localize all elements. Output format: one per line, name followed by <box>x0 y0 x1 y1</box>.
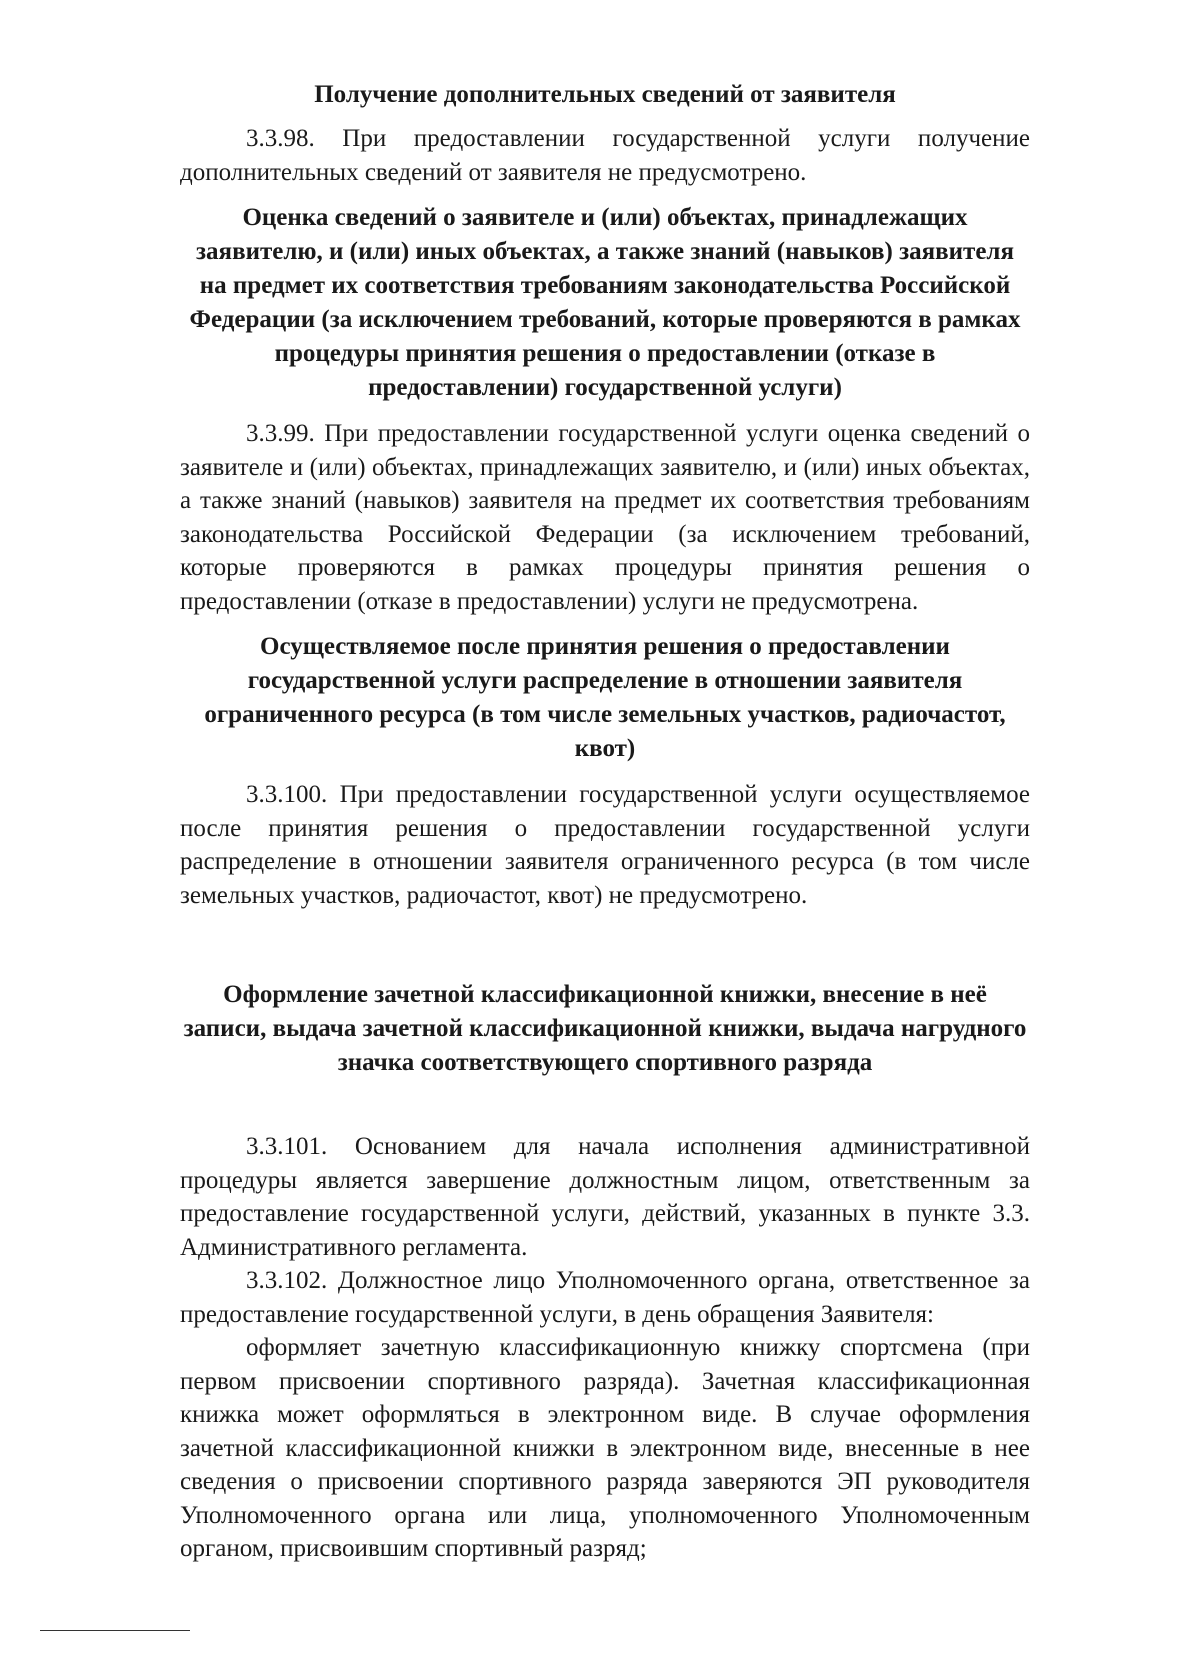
document-page <box>180 78 1030 1566</box>
paragraph-3-3-98: 3.3.98. При предоставлении государственной услуги получение дополнительных сведений от заявителя не предусмотрено. <box>180 125 1030 186</box>
heading-additional-info: Получение дополнительных сведений от заявителя <box>314 81 896 108</box>
paragraph-3-3-100: 3.3.100. При предоставлении государственной услуги осуществляемое после принятия решения о предоставлении государственной услуги распределение в отношении заявителя ограниченного ресурса (в том числе земельных участков, радиочастот, квот) не предусмотрено. <box>180 781 1030 909</box>
footnote-divider <box>40 1630 190 1631</box>
paragraph-3-3-102: 3.3.102. Должностное лицо Уполномоченного органа, ответственное за предоставление государственной услуги, в день обращения Заявителя: <box>180 1267 1030 1328</box>
heading-resource-distribution: Осуществляемое после принятия решения о предоставлении государственной услуги распределение в отношении заявителя ограниченного ресурса (в том числе земельных участков, радиочастот, квот) <box>204 633 1006 762</box>
heading-assessment: Оценка сведений о заявителе и (или) объектах, принадлежащих заявителю, и (или) иных объектах, а также знаний (навыков) заявителя на предмет их соответствия требованиям законодательства Российской Федерации (за исключением требований, которые проверяются в рамках процедуры принятия решения о предоставлении (отказе в предоставлении) государственной услуги) <box>189 204 1021 401</box>
heading-classification-book: Оформление зачетной классификационной книжки, внесение в неё записи, выдача зачетной классификационной книжки, выдача нагрудного значка соответствующего спортивного разряда <box>183 981 1027 1076</box>
paragraph-3-3-99: 3.3.99. При предоставлении государственной услуги оценка сведений о заявителе и (или) объектах, принадлежащих заявителю, и (или) иных объектах, а также знаний (навыков) заявителя на предмет их соответствия требованиям законодательства Российской Федерации (за исключением требований, которые проверяются в рамках процедуры принятия решения о предоставлении (отказе в предоставлении) услуги не предусмотрена. <box>180 420 1030 615</box>
paragraph-book-issuance: оформляет зачетную классификационную книжку спортсмена (при первом присвоении спортивного разряда). Зачетная классификационная книжка может оформляться в электронном виде. В случае оформления зачетной классификационной книжки в электронном виде, внесенные в нее сведения о присвоении спортивного разряда заверяются ЭП руководителя Уполномоченного органа или лица, уполномоченного Уполномоченным органом, присвоившим спортивный разряд; <box>180 1334 1030 1562</box>
paragraph-3-3-101: 3.3.101. Основанием для начала исполнения административной процедуры является завершение должностным лицом, ответственным за предоставление государственной услуги, действий, указанных в пункте 3.3. Административного регламента. <box>180 1133 1030 1261</box>
